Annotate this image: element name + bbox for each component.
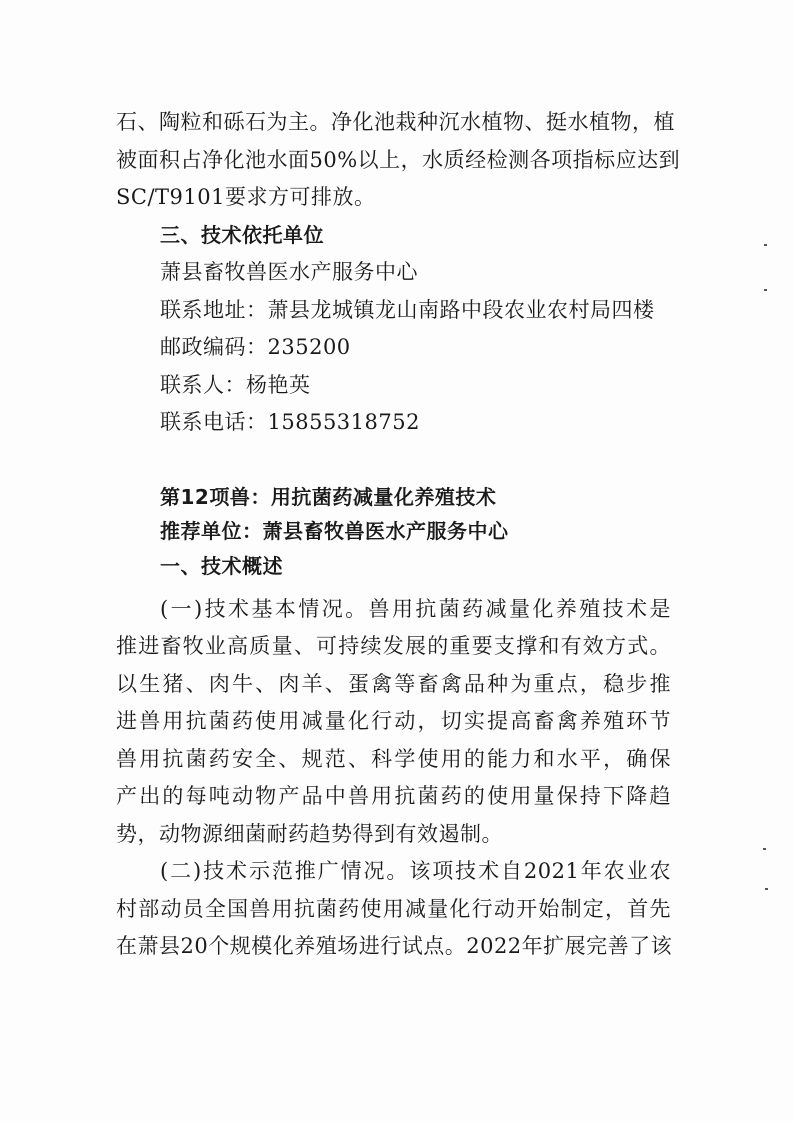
para1-line-6: 产出的每吨动物产品中兽用抗菌药的使用量保持下降趋 — [116, 784, 671, 808]
contact-address: 联系地址：萧县龙城镇龙山南路中段农业农村局四楼 — [160, 298, 655, 322]
para1-line-4: 进兽用抗菌药使用减量化行动，切实提高畜禽养殖环节 — [116, 709, 671, 733]
contact-postcode: 邮政编码：235200 — [160, 335, 351, 359]
para2-line-3: 在萧县20个规模化养殖场进行试点。2022年扩展完善了该 — [116, 934, 673, 958]
unit-name: 萧县畜牧兽医水产服务中心 — [160, 260, 418, 284]
para2-line-2: 村部动员全国兽用抗菌药使用减量化行动开始制定，首先 — [116, 897, 671, 921]
para2-line-1: (二)技术示范推广情况。该项技术自2021年农业农 — [160, 859, 671, 883]
overview-heading: 一、技术概述 — [160, 554, 283, 578]
para-cont-line-1: 石、陶粒和砾石为主。净化池栽种沉水植物、挺水植物，植 — [116, 110, 675, 134]
para1-line-5: 兽用抗菌药安全、规范、科学使用的能力和水平，确保 — [116, 747, 671, 771]
scan-speck — [765, 888, 768, 890]
contact-person: 联系人：杨艳英 — [160, 373, 311, 397]
para1-line-3: 以生猪、肉牛、肉羊、蛋禽等畜禽品种为重点，稳步推 — [116, 672, 671, 696]
contact-phone: 联系电话：15855318752 — [160, 410, 420, 434]
para1-line-1: (一)技术基本情况。兽用抗菌药减量化养殖技术是 — [160, 597, 671, 621]
para1-line-7: 势，动物源细菌耐药趋势得到有效遏制。 — [116, 822, 503, 846]
recommender: 推荐单位：萧县畜牧兽医水产服务中心 — [160, 519, 509, 543]
para-cont-line-3: SC/T9101要求方可排放。 — [116, 185, 376, 209]
para-cont-line-2: 被面积占净化池水面50%以上，水质经检测各项指标应达到 — [116, 148, 681, 172]
section3-heading: 三、技术依托单位 — [160, 223, 324, 247]
item-title: 第12项兽：用抗菌药减量化养殖技术 — [160, 485, 497, 509]
para1-line-2: 推进畜牧业高质量、可持续发展的重要支撑和有效方式。 — [116, 634, 671, 658]
scan-speck — [763, 848, 766, 850]
scan-speck — [764, 244, 767, 246]
scan-speck — [764, 289, 767, 291]
